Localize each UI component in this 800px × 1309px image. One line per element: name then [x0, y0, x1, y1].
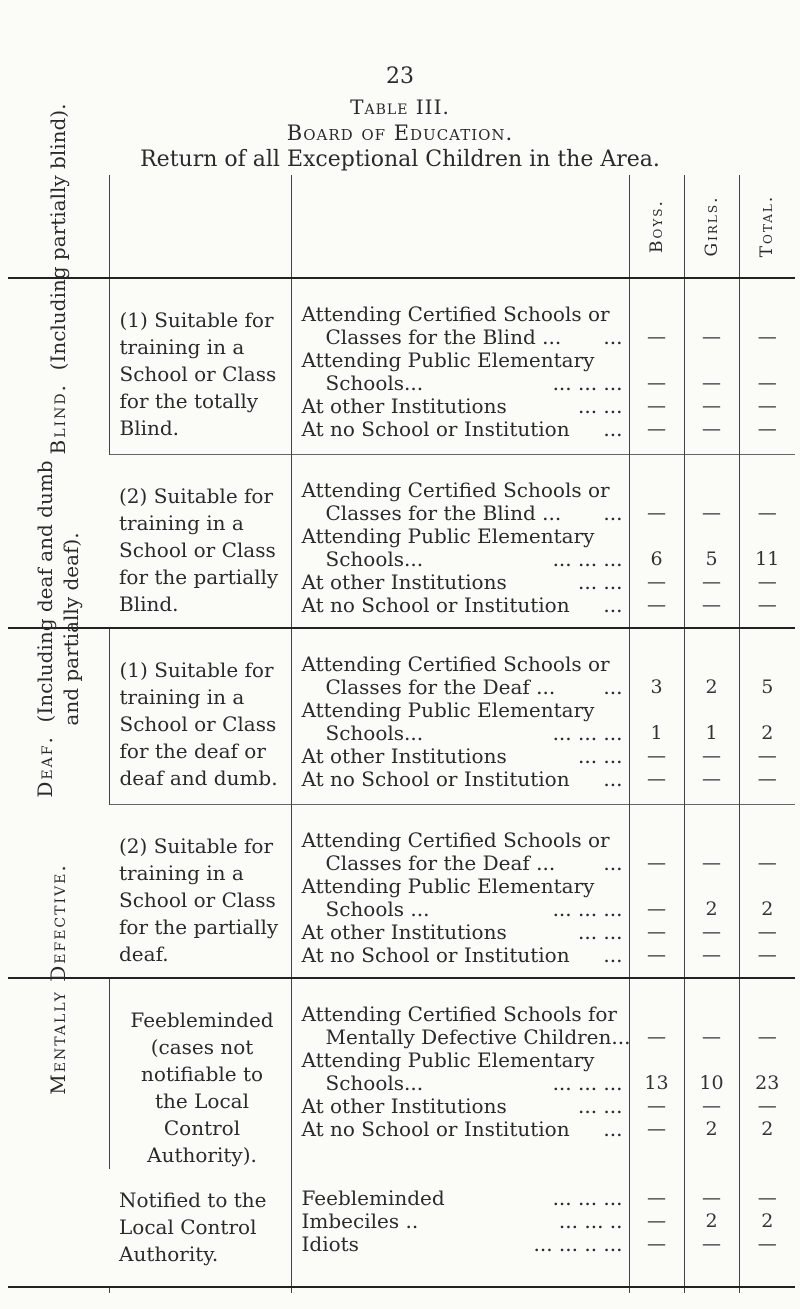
board-heading: Board of Education.	[286, 121, 514, 145]
attendance-line	[302, 548, 623, 571]
attendance-line-text: Schools ...	[325, 896, 430, 921]
total-value: —	[757, 372, 777, 394]
attendance-line-text: At no School or Institution	[301, 1117, 570, 1141]
attendance-line	[302, 944, 623, 967]
attendance-lines	[291, 628, 629, 804]
attendance-line-text: At other Institutions	[301, 569, 507, 594]
attendance-line-text: Attending Public Elementary	[301, 873, 595, 898]
group-description: (1) Suitable for training in a School or Class for the totally Blind.	[109, 278, 291, 454]
girls-value: —	[702, 920, 721, 943]
attendance-line	[302, 898, 623, 921]
leader-dots: ... ... ...	[552, 896, 623, 921]
boys-value: —	[647, 943, 666, 966]
girls-value: —	[702, 395, 721, 417]
girls-value: —	[702, 1233, 721, 1255]
attendance-line	[302, 653, 623, 676]
attendance-line-text: Attending Certified Schools or	[301, 477, 610, 502]
total-value: 11	[755, 547, 780, 570]
boys-value: —	[647, 501, 666, 524]
attendance-line	[302, 479, 623, 502]
boys-value: —	[647, 418, 666, 440]
attendance-line	[302, 525, 623, 548]
total-value: —	[757, 1187, 777, 1209]
boys-value: 13	[644, 1072, 669, 1094]
page-header	[0, 0, 800, 172]
category-mental-label: Mentally Defective.	[46, 863, 71, 1095]
attendance-line	[302, 676, 623, 699]
leader-dots: ... ... ...	[552, 371, 623, 395]
girls-value: —	[702, 1187, 721, 1209]
girls-value: 2	[705, 897, 718, 920]
total-value: —	[757, 1233, 777, 1255]
boys-value: 3	[650, 676, 663, 698]
leader-dots: ...	[603, 325, 623, 349]
attendance-line-text: At other Institutions	[301, 1094, 507, 1118]
attendance-line	[302, 349, 623, 372]
attendance-line	[302, 326, 623, 349]
attendance-line	[302, 1049, 623, 1072]
attendance-line	[302, 1025, 631, 1049]
girls-value: —	[702, 1095, 721, 1117]
attendance-line	[302, 502, 623, 525]
attendance-line	[302, 418, 623, 441]
attendance-line-text: Classes for the Deaf ...	[325, 675, 556, 699]
attendance-line-text: Attending Public Elementary	[301, 1048, 595, 1072]
group-description: (2) Suitable for training in a School or Class for the partially Blind.	[109, 454, 291, 628]
total-value: —	[757, 395, 777, 417]
attendance-line-text: Classes for the Deaf ...	[325, 850, 556, 875]
attendance-line-text: Attending Public Elementary	[301, 523, 595, 548]
group-description: (1) Suitable for training in a School or Class for the deaf or deaf and dumb.	[109, 628, 291, 804]
boys-value: —	[647, 768, 666, 790]
attendance-line-text: Classes for the Blind ...	[325, 325, 562, 349]
attendance-lines	[291, 278, 629, 454]
attendance-line-text: Attending Certified Schools or	[301, 302, 610, 326]
category-deaf-label: Deaf. (Including deaf and dumb and partially deaf).	[33, 460, 84, 798]
boys-value: —	[647, 1210, 666, 1232]
leader-dots: ...	[603, 850, 623, 875]
attendance-line	[302, 1003, 623, 1026]
total-value: —	[757, 1095, 777, 1117]
leader-dots: ...	[603, 592, 623, 617]
attendance-line	[302, 303, 623, 326]
attendance-lines	[291, 978, 629, 1169]
attendance-lines	[291, 804, 629, 978]
attendance-line	[302, 372, 623, 395]
boys-value: —	[647, 395, 666, 417]
attendance-line-text: Attending Certified Schools for	[301, 1002, 617, 1026]
leader-dots: ... ... ...	[552, 546, 623, 571]
attendance-line-text: At other Institutions	[301, 394, 507, 418]
total-value: 2	[761, 1210, 774, 1232]
leader-dots: ... ...	[577, 569, 623, 594]
leader-dots: ... ... ...	[552, 1071, 623, 1095]
total-value: —	[757, 920, 777, 943]
header-blank-attendance	[291, 175, 629, 278]
attendance-line-text: At no School or Institution	[301, 417, 570, 441]
attendance-line-text: Attending Public Elementary	[301, 348, 595, 372]
leader-dots: ... ... ...	[552, 1186, 623, 1210]
total-value: —	[757, 326, 777, 348]
leader-dots: ... ...	[577, 1094, 623, 1118]
total-value: —	[757, 593, 777, 616]
boys-value: —	[647, 1187, 666, 1209]
attendance-line-text: Attending Certified Schools or	[301, 652, 610, 676]
total-value: 5	[761, 676, 774, 698]
attendance-line-text: At no School or Institution	[301, 767, 570, 791]
attendance-line	[302, 722, 623, 745]
boys-value: —	[647, 851, 666, 874]
girls-value: 1	[705, 722, 718, 744]
attendance-line	[302, 768, 623, 791]
attendance-line-text: At other Institutions	[301, 744, 507, 768]
attendance-line-text: Attending Public Elementary	[301, 698, 595, 722]
attendance-line-text: Idiots	[301, 1232, 359, 1256]
column-header-boys: Boys.	[629, 175, 684, 278]
attendance-line-text: At no School or Institution	[301, 592, 570, 617]
total-value: —	[757, 745, 777, 767]
total-value: —	[757, 768, 777, 790]
attendance-line	[302, 1072, 623, 1095]
girls-value: 5	[705, 547, 718, 570]
girls-value: —	[702, 593, 721, 616]
girls-value: —	[702, 943, 721, 966]
girls-value: 10	[699, 1072, 724, 1094]
attendance-line	[302, 1233, 623, 1256]
leader-dots: ...	[603, 767, 623, 791]
leader-dots: ... ... ...	[552, 721, 623, 745]
leader-dots: ...	[603, 1117, 623, 1141]
page-number: 23	[386, 64, 414, 89]
attendance-line	[302, 745, 623, 768]
boys-value: —	[647, 1233, 666, 1255]
boys-value: —	[647, 570, 666, 593]
leader-dots: ...	[603, 942, 623, 967]
total-value: 23	[755, 1072, 780, 1094]
total-value: —	[757, 501, 777, 524]
boys-value: —	[647, 745, 666, 767]
girls-value: 2	[705, 1118, 718, 1140]
girls-value: 2	[705, 1210, 718, 1232]
attendance-line-text: Schools...	[325, 1071, 424, 1095]
girls-value: —	[702, 768, 721, 790]
attendance-line	[302, 1118, 623, 1141]
category-mentally-defective	[8, 863, 109, 1287]
total-value: —	[757, 1026, 777, 1048]
boys-value: —	[647, 326, 666, 348]
leader-dots: ... ... .. ...	[533, 1232, 623, 1256]
attendance-line-text: At other Institutions	[301, 919, 507, 944]
group-description: Notified to the Local Control Authority.	[119, 1188, 267, 1266]
attendance-line-text: Schools...	[325, 721, 424, 745]
leader-dots: ...	[603, 417, 623, 441]
group-description: (2) Suitable for training in a School or Class for the partially deaf.	[109, 804, 291, 978]
girls-value: —	[702, 418, 721, 440]
attendance-line-text: Imbeciles ..	[301, 1209, 419, 1233]
boys-value: —	[647, 1026, 666, 1048]
attendance-line	[302, 1095, 623, 1118]
group-description: Feebleminded (cases not notifiable to the Local Control Authority).	[109, 978, 291, 1169]
attendance-lines	[291, 454, 629, 628]
attendance-line-text: Schools...	[325, 546, 424, 571]
boys-value: —	[647, 920, 666, 943]
girls-value: —	[702, 372, 721, 394]
total-value: 2	[761, 897, 774, 920]
attendance-line	[302, 852, 623, 875]
category-blind-label: Blind. (Including partially blind).	[46, 103, 71, 455]
total-value: 2	[761, 722, 774, 744]
boys-value: —	[647, 1118, 666, 1140]
attendance-line	[302, 875, 623, 898]
attendance-line-text: Feebleminded	[301, 1186, 445, 1210]
total-value: —	[757, 418, 777, 440]
boys-value: 1	[650, 722, 663, 744]
boys-value: —	[647, 897, 666, 920]
total-value: —	[757, 570, 777, 593]
girls-value: —	[702, 851, 721, 874]
attendance-line-text: At no School or Institution	[301, 942, 570, 967]
total-value: —	[757, 851, 777, 874]
attendance-lines	[291, 1169, 629, 1287]
attendance-line	[302, 594, 623, 617]
attendance-line	[302, 395, 623, 418]
leader-dots: ...	[603, 675, 623, 699]
attendance-line	[302, 829, 623, 852]
column-header-total: Total.	[739, 175, 795, 278]
total-value: 2	[761, 1118, 774, 1140]
attendance-line	[302, 571, 623, 594]
leader-dots: ... ... ..	[558, 1209, 623, 1233]
table-title: Table III.	[350, 95, 450, 119]
boys-value: 6	[650, 547, 663, 570]
girls-value: —	[702, 326, 721, 348]
table-subtitle: Return of all Exceptional Children in the Area.	[140, 147, 660, 172]
boys-value: —	[647, 593, 666, 616]
leader-dots: ... ...	[577, 394, 623, 418]
leader-dots: ... ...	[577, 919, 623, 944]
girls-value: —	[702, 570, 721, 593]
attendance-line	[302, 921, 623, 944]
leader-dots: ... ...	[577, 744, 623, 768]
boys-value: —	[647, 1095, 666, 1117]
girls-value: —	[702, 501, 721, 524]
attendance-line	[302, 1187, 623, 1210]
column-header-girls: Girls.	[684, 175, 739, 278]
boys-value: —	[647, 372, 666, 394]
girls-value: —	[702, 1026, 721, 1048]
attendance-line	[302, 699, 623, 722]
leader-dots: ...	[603, 500, 623, 525]
girls-value: —	[702, 745, 721, 767]
attendance-line-text: Schools...	[325, 371, 424, 395]
attendance-line	[302, 1210, 623, 1233]
total-value: —	[757, 943, 777, 966]
attendance-line-text: Classes for the Blind ...	[325, 500, 562, 525]
girls-value: 2	[705, 676, 718, 698]
header-blank-description	[109, 175, 291, 278]
attendance-line-text: Mentally Defective Children...	[325, 1025, 631, 1049]
attendance-line-text: Attending Certified Schools or	[301, 827, 610, 852]
